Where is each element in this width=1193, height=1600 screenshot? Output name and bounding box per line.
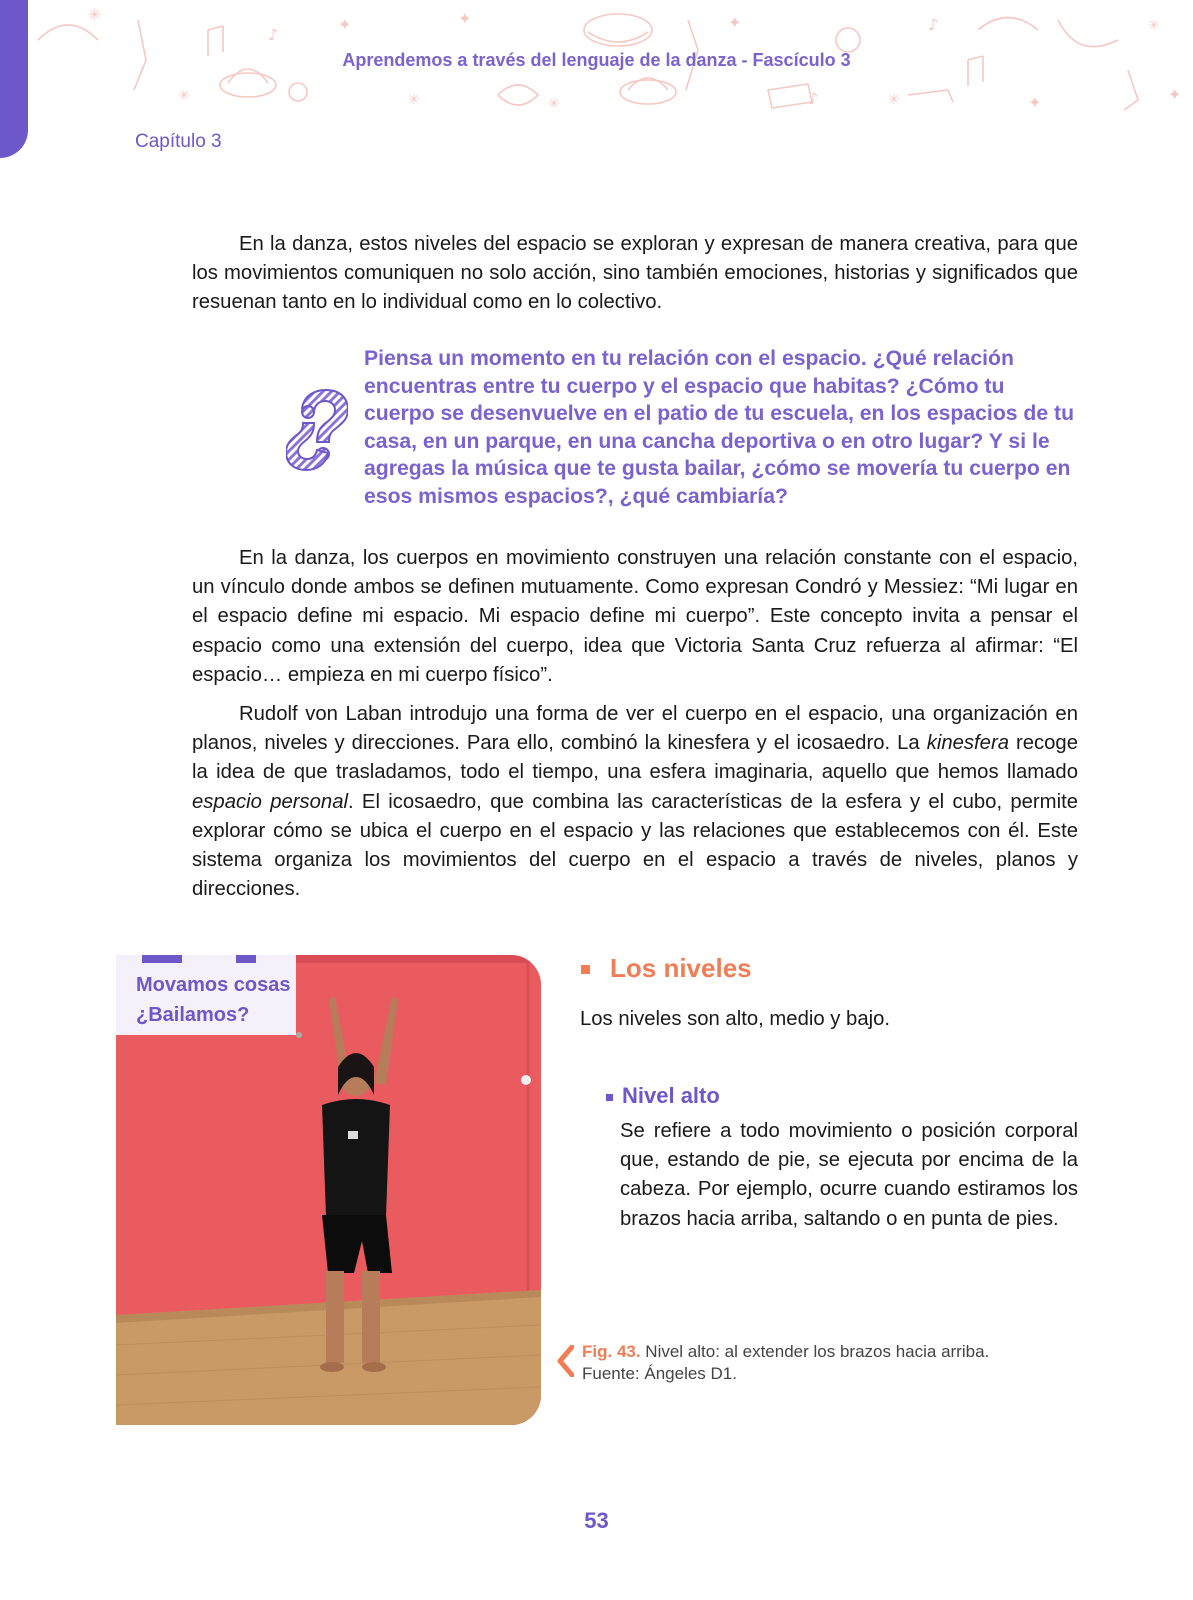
- section-intro: Los niveles son alto, medio y bajo.: [580, 1008, 891, 1030]
- figure-label: Fig. 43.: [582, 1342, 641, 1361]
- paragraph: En la danza, estos niveles del espacio se exploran y expresan de manera creativa, para que los movimientos comuniquen no solo acción, sino también emociones, historias y significados que resuenan tanto en lo individual como en lo colectivo.: [192, 233, 1078, 314]
- section-bullet-icon: [581, 965, 590, 974]
- subsection-title: Nivel alto: [622, 1083, 720, 1108]
- svg-text:✦: ✦: [1028, 93, 1042, 112]
- reflection-prompt: Piensa un momento en tu relación con el espacio. ¿Qué relación encuentras entre tu cuerpo y el espacio que habitas? ¿Cómo tu cuerpo se desenvuelve en el patio de tu escuela, en los espacios de tu casa, en un parque, en una cancha deportiva o en otro lugar? Y si le agregas la música que te gusta bailar, ¿cómo se movería tu cuerpo en esos mismos espacios?, ¿qué cambiaría?: [364, 347, 1075, 508]
- chapter-label: Capítulo 3: [135, 131, 222, 152]
- svg-text:✦: ✦: [728, 13, 742, 32]
- svg-text:✳: ✳: [178, 88, 190, 104]
- svg-text:♪: ♪: [928, 15, 939, 34]
- svg-text:♪: ♪: [808, 89, 819, 108]
- page-tab: [0, 0, 28, 158]
- paragraph: En la danza, los cuerpos en movimiento construyen una relación constante con el espacio, un vínculo donde ambos se definen mutuamente. Como expresan Condró y Messiez: “Mi lugar en el espacio define mi espacio. Mi espacio define mi cuerpo”. Este concepto invita a pensar el espacio como una extensión del cuerpo, idea que Victoria Santa Cruz refuerza al afirmar: “El espacio… empieza en mi cuerpo físico”.: [192, 547, 1078, 686]
- figure-caption: Fig. 43. Nivel alto: al extender los brazos hacia arriba. Fuente: Ángeles D1.: [582, 1342, 990, 1383]
- svg-text:✳: ✳: [888, 92, 900, 108]
- page-number: 53: [584, 1508, 609, 1533]
- svg-text:✦: ✦: [1168, 85, 1182, 104]
- banner-text: Movamos cosas: [136, 974, 291, 996]
- subsection-text: Se refiere a todo movimiento o posición corporal que, estando de pie, se ejecuta por encima de la cabeza. Por ejemplo, ocurre cuando estiramos los brazos hacia arriba, saltando o en punta de pies.: [620, 1120, 1078, 1230]
- emphasis-term: kinesfera: [926, 732, 1009, 755]
- banner-text: ¿Bailamos?: [136, 1004, 250, 1026]
- svg-text:✳: ✳: [88, 5, 102, 24]
- section-title: Los niveles: [610, 953, 752, 983]
- svg-text:♪: ♪: [268, 25, 279, 44]
- dancer-photo: [116, 955, 541, 1425]
- paragraph: Rudolf von Laban introdujo una forma de ver el cuerpo en el espacio, una organización en planos, niveles y direcciones. Para ello, combinó la kinesfera y el icosaedro. La kinesfera recoge la idea de que trasladamos, todo el tiempo, una esfera imaginaria, aquello que hemos llamado espacio personal. El icosaedro, que combina las características de la esfera y el cubo, permite explorar cómo se ubica el cuerpo en el espacio y las relaciones que establecemos con él. Este sistema organiza los movimientos del cuerpo en el espacio a través de niveles, planos y direcciones.: [192, 703, 1078, 901]
- svg-text:✳: ✳: [548, 96, 560, 112]
- svg-text:✳: ✳: [1148, 18, 1160, 34]
- emphasis-term: espacio personal: [192, 790, 348, 813]
- header-title: Aprendemos a través del lenguaje de la danza - Fascículo 3: [342, 50, 851, 70]
- svg-text:✦: ✦: [338, 15, 352, 34]
- question-marks-icon: [286, 384, 348, 481]
- subsection-bullet-icon: [606, 1094, 613, 1101]
- svg-text:✦: ✦: [458, 9, 472, 28]
- chevron-left-icon: [556, 1345, 574, 1382]
- svg-text:✳: ✳: [408, 92, 420, 108]
